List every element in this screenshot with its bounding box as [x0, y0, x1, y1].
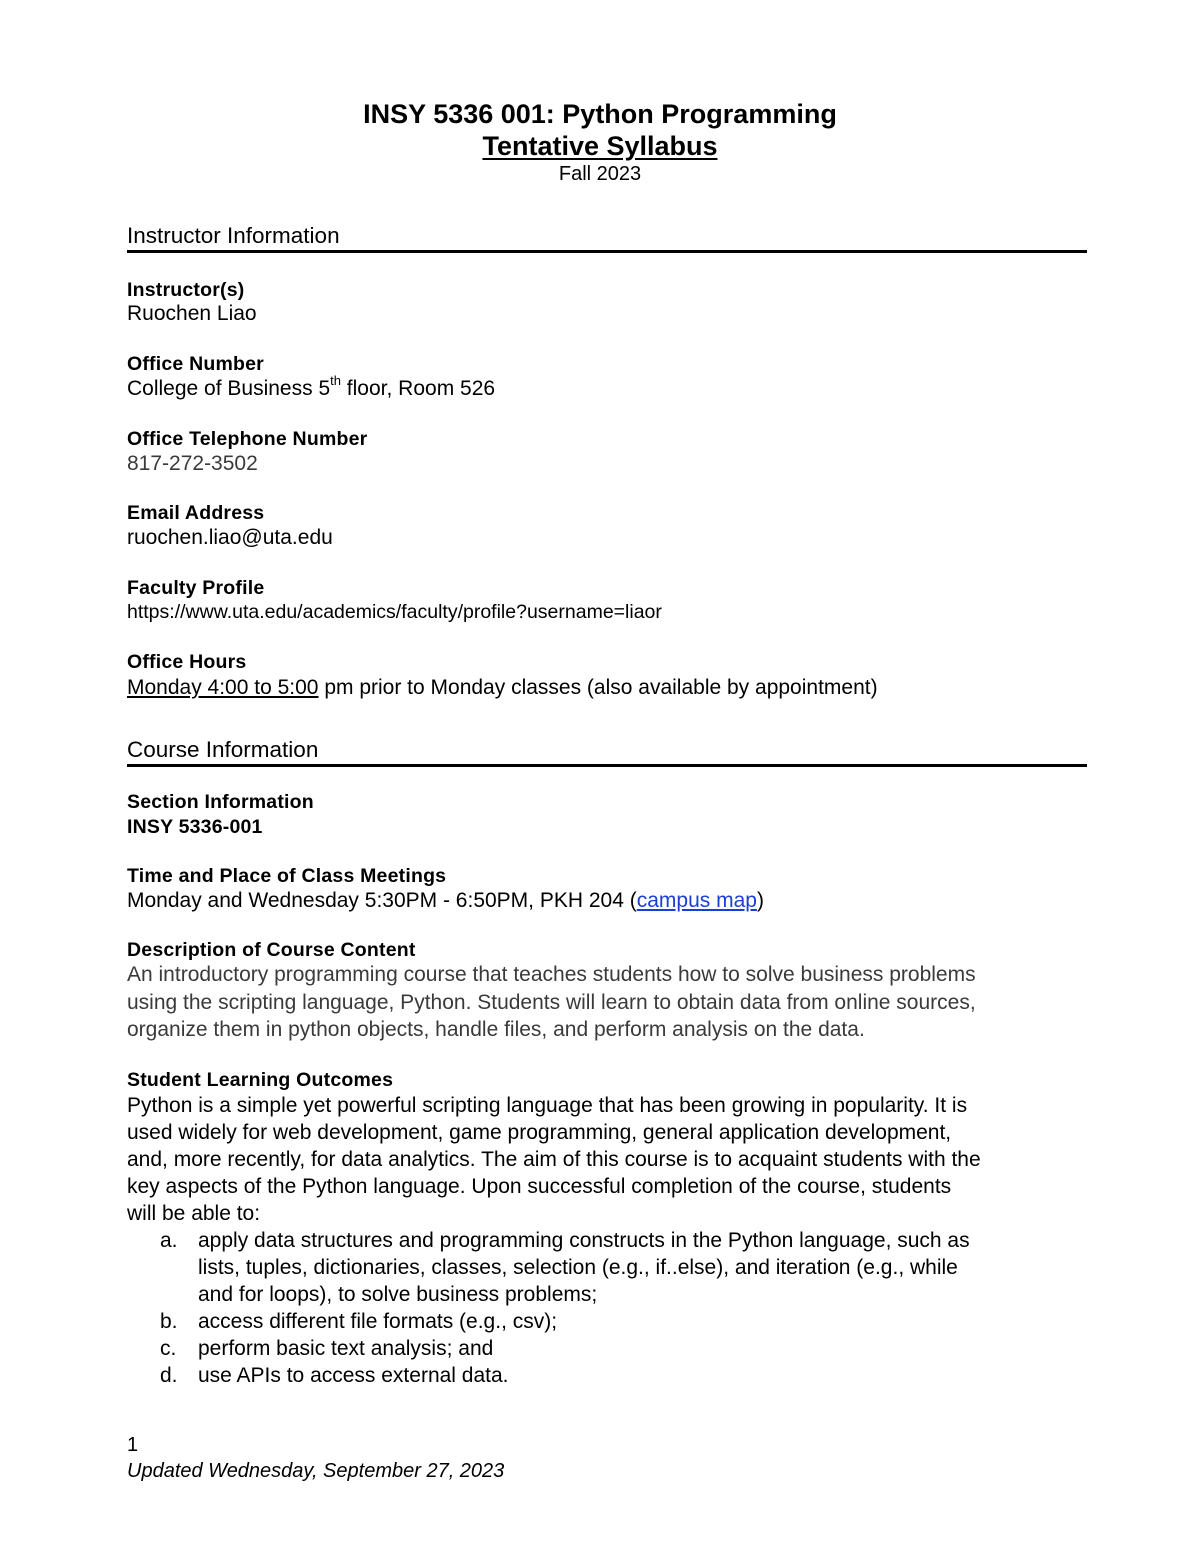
- list-item-line: perform basic text analysis; and: [198, 1337, 494, 1360]
- meetings-value: Monday and Wednesday 5:30PM - 6:50PM, PKH 204 (campus map): [127, 889, 764, 912]
- faculty-profile-url[interactable]: https://www.uta.edu/academics/faculty/profile?username=liaor: [127, 601, 662, 623]
- course-section-heading: Course Information: [127, 737, 319, 762]
- page-number: 1: [127, 1434, 139, 1456]
- list-item-line: access different file formats (e.g., csv);: [198, 1310, 558, 1333]
- list-marker: c.: [160, 1337, 177, 1360]
- outcomes-line: key aspects of the Python language. Upon successful completion of the course, students: [127, 1175, 952, 1198]
- outcomes-line: will be able to:: [127, 1202, 261, 1225]
- outcomes-line: used widely for web development, game programming, general application development,: [127, 1121, 952, 1144]
- phone-label: Office Telephone Number: [127, 428, 368, 450]
- course-title: INSY 5336 001: Python Programming: [363, 99, 837, 129]
- instructor-name: Ruochen Liao: [127, 302, 257, 325]
- term: Fall 2023: [558, 163, 642, 185]
- meetings-label: Time and Place of Class Meetings: [127, 865, 447, 887]
- section-info-label: Section Information: [127, 791, 314, 813]
- description-label: Description of Course Content: [127, 939, 416, 961]
- office-number-value: College of Business 5th floor, Room 526: [127, 373, 496, 400]
- phone-value: 817-272-3502: [127, 452, 258, 475]
- instructor-section-heading: Instructor Information: [127, 223, 340, 248]
- office-hours-label: Office Hours: [127, 651, 247, 673]
- section-divider: [127, 250, 1087, 253]
- list-item-line: and for loops), to solve business problems;: [198, 1283, 598, 1306]
- office-hours-value: Monday 4:00 to 5:00 pm prior to Monday classes (also available by appointment): [127, 676, 878, 699]
- email-value[interactable]: ruochen.liao@uta.edu: [127, 526, 333, 549]
- section-divider: [127, 764, 1087, 767]
- description-line: using the scripting language, Python. Students will learn to obtain data from online sources,: [127, 991, 976, 1014]
- description-line: An introductory programming course that teaches students how to solve business problems: [127, 963, 976, 986]
- outcomes-label: Student Learning Outcomes: [127, 1069, 394, 1091]
- list-item-line: lists, tuples, dictionaries, classes, selection (e.g., if..else), and iteration (e.g., while: [198, 1256, 958, 1279]
- outcomes-line: Python is a simple yet powerful scripting language that has been growing in popularity. It is: [127, 1094, 968, 1117]
- list-item-line: apply data structures and programming constructs in the Python language, such as: [198, 1229, 970, 1252]
- instructor-label: Instructor(s): [127, 279, 245, 301]
- campus-map-link[interactable]: campus map: [636, 889, 757, 912]
- faculty-profile-label: Faculty Profile: [127, 577, 265, 599]
- updated-date: Updated Wednesday, September 27, 2023: [127, 1460, 505, 1482]
- document-type: Tentative Syllabus: [482, 131, 718, 161]
- section-info-value: INSY 5336-001: [127, 816, 263, 838]
- email-label: Email Address: [127, 502, 265, 524]
- list-marker: d.: [160, 1364, 178, 1387]
- list-marker: a.: [160, 1229, 178, 1252]
- list-marker: b.: [160, 1310, 178, 1333]
- office-number-label: Office Number: [127, 353, 264, 375]
- outcomes-line: and, more recently, for data analytics. The aim of this course is to acquaint students with the: [127, 1148, 981, 1171]
- list-item-line: use APIs to access external data.: [198, 1364, 509, 1387]
- description-line: organize them in python objects, handle files, and perform analysis on the data.: [127, 1018, 865, 1041]
